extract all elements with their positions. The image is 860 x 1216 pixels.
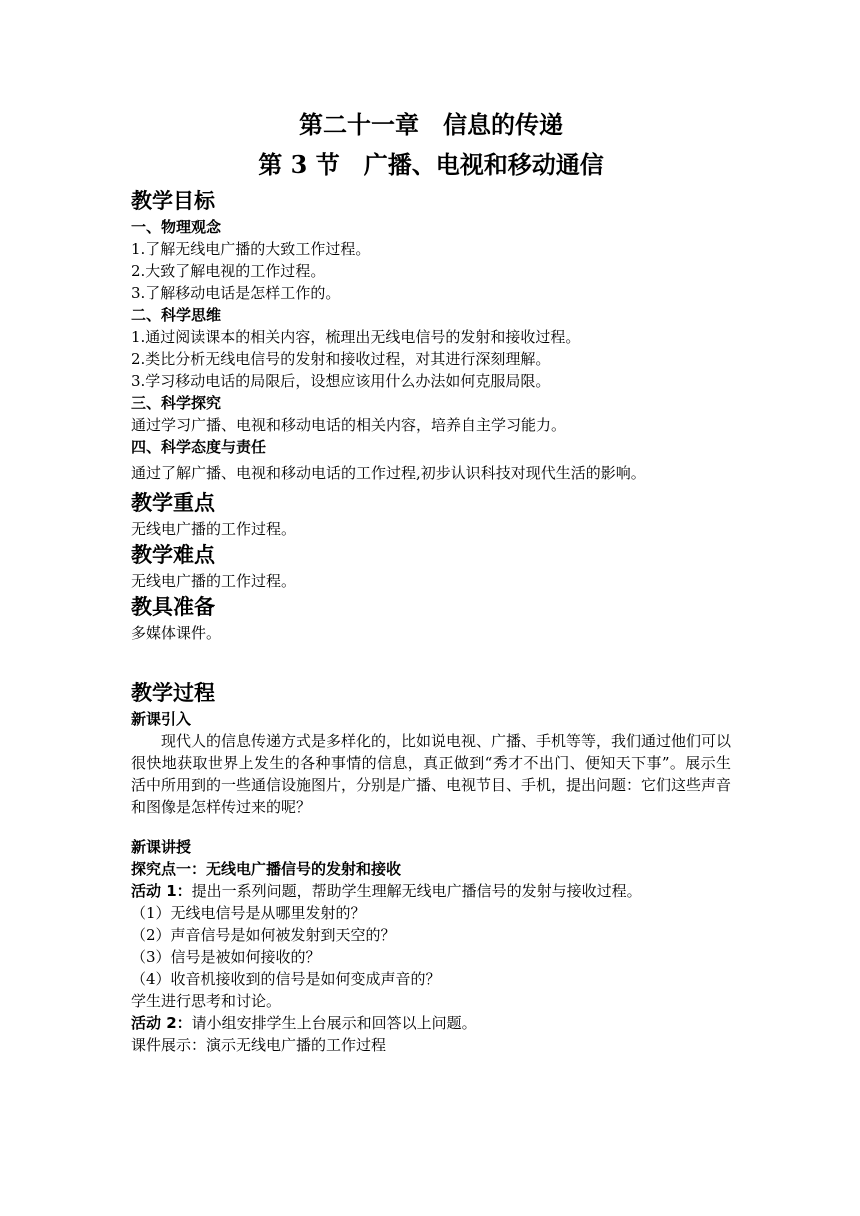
section-title: 第 3 节 广播、电视和移动通信 [258, 150, 604, 179]
inquiry-heading: 三、科学探究 [131, 394, 222, 412]
process-heading: 教学过程 [131, 681, 215, 705]
lecture-heading: 新课讲授 [131, 838, 192, 856]
activity-two-label: 活动 2： [131, 1014, 192, 1032]
difficulties-heading: 教学难点 [131, 543, 215, 567]
thinking-item: 2.类比分析无线电信号的发射和接收过程，对其进行深刻理解。 [131, 350, 551, 368]
objectives-heading: 教学目标 [131, 189, 215, 213]
chapter-title: 第二十一章 信息的传递 [299, 110, 563, 139]
attitude-heading: 四、科学态度与责任 [131, 438, 267, 456]
activity-one-text: 提出一系列问题，帮助学生理解无线电广播信号的发射与接收过程。 [191, 882, 642, 900]
thinking-heading: 二、科学思维 [131, 306, 222, 324]
physics-item: 1.了解无线电广播的大致工作过程。 [131, 240, 371, 258]
key-points-heading: 教学重点 [131, 491, 215, 515]
inquiry-text: 通过学习广播、电视和移动电话的相关内容，培养自主学习能力。 [131, 416, 567, 434]
thinking-item: 1.通过阅读课本的相关内容，梳理出无线电信号的发射和接收过程。 [131, 328, 581, 346]
activity-two [131, 1012, 731, 1034]
question-item: （3）信号是被如何接收的？ [131, 948, 321, 966]
question-item: （4）收音机接收到的信号是如何变成声音的？ [131, 970, 441, 988]
activity-two-text: 请小组安排学生上台展示和回答以上问题。 [191, 1014, 477, 1032]
question-item: （2）声音信号是如何被发射到天空的？ [131, 926, 396, 944]
materials-text: 多媒体课件。 [131, 624, 222, 642]
discussion-text: 学生进行思考和讨论。 [131, 992, 282, 1010]
document-page [131, 108, 731, 1056]
materials-heading: 教具准备 [131, 595, 215, 619]
physics-heading: 一、物理观念 [131, 218, 222, 236]
question-item: （1）无线电信号是从哪里发射的？ [131, 904, 366, 922]
physics-item: 2.大致了解电视的工作过程。 [131, 262, 326, 280]
activity-one [131, 880, 731, 902]
activity-one-label: 活动 1： [131, 882, 192, 900]
intro-paragraph: 现代人的信息传递方式是多样化的，比如说电视、广播、手机等等，我们通过他们可以很快地获取世界上发生的各种事情的信息，真正做到“秀才不出门、便知天下事”。展示生活中所用到的一些通信设施图片，分别是广播、电视节目、手机，提出问题：它们这些声音和图像是怎样传过来的呢？ [131, 732, 732, 816]
attitude-text: 通过了解广播、电视和移动电话的工作过程,初步认识科技对现代生活的影响。 [131, 464, 646, 482]
thinking-item: 3.学习移动电话的局限后，设想应该用什么办法如何克服局限。 [131, 372, 551, 390]
inquiry-point-one: 探究点一：无线电广播信号的发射和接收 [131, 860, 402, 878]
intro-heading: 新课引入 [131, 710, 192, 728]
key-points-text: 无线电广播的工作过程。 [131, 520, 297, 538]
courseware-text: 课件展示：演示无线电广播的工作过程 [131, 1036, 387, 1054]
difficulties-text: 无线电广播的工作过程。 [131, 572, 297, 590]
physics-item: 3.了解移动电话是怎样工作的。 [131, 284, 341, 302]
